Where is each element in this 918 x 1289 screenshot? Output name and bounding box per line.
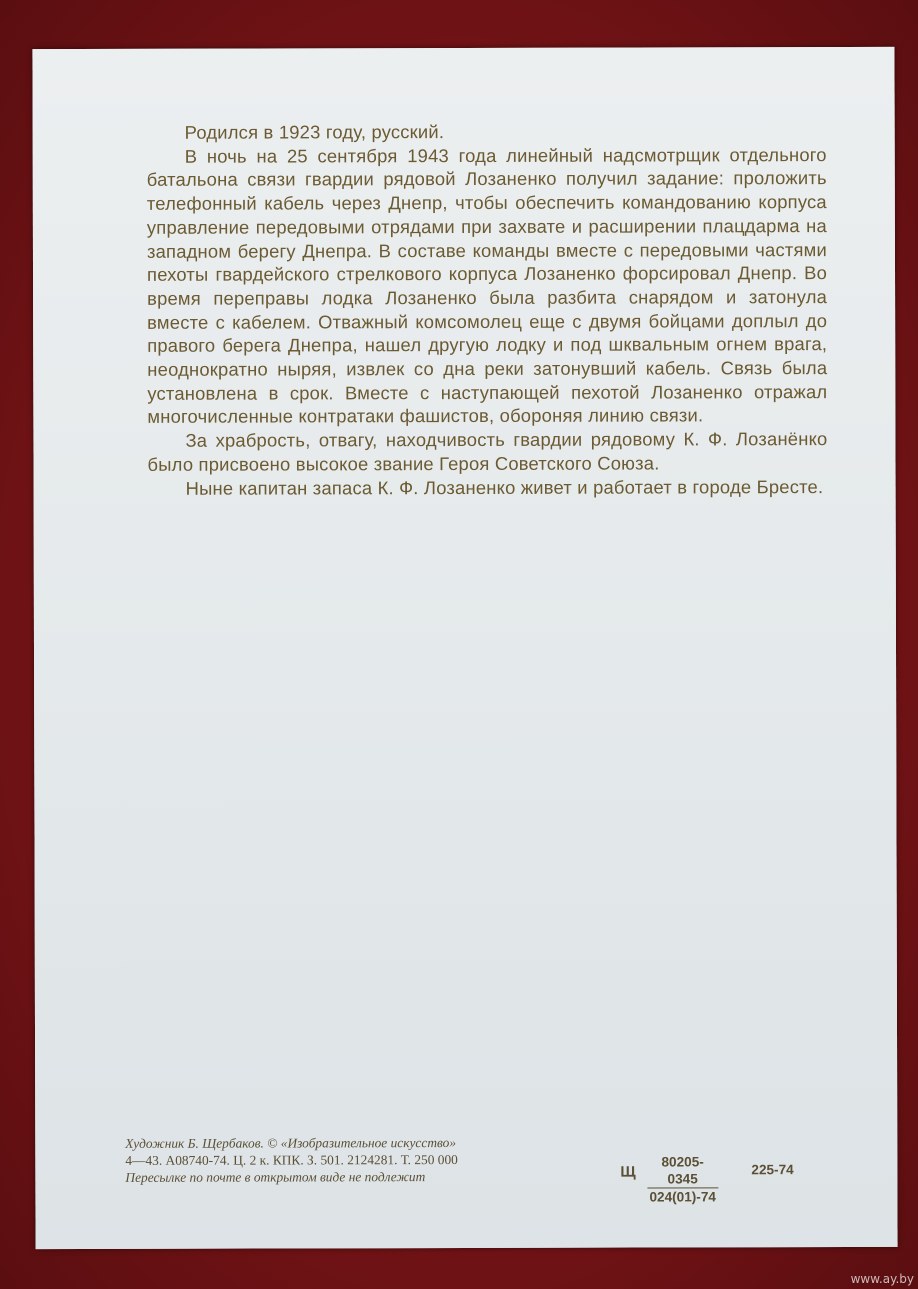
biography-text [147, 119, 828, 500]
index-suffix: 225-74 [751, 1162, 794, 1178]
index-denominator: 024(01)-74 [647, 1187, 718, 1206]
imprint-codes-line: 4—43. А08740-74. Ц. 2 к. КПК. З. 501. 2124281. Т. 250 000 [125, 1152, 458, 1168]
postcard-back [32, 47, 897, 1249]
biography-paragraph-present: Ныне капитан запаса К. Ф. Лозаненко живет и работает в городе Бресте. [185, 475, 824, 499]
biography-paragraph-birth: Родился в 1923 году, русский. [184, 121, 445, 143]
watermark-logo: www.ay.by [850, 1272, 914, 1286]
biography-paragraph-feat: В ночь на 25 сентября 1943 года линейный надсмотрщик отдельного батальона связи гвардии рядовой Лозаненко получил задание: проложить телефонный кабель через Днепр, чтобы обеспечить командованию корпуса управление передовыми отрядами при захвате и расширении плацдарма на западном берегу Днепра. В составе команды вместе с передовыми частями пехоты гвардейского стрелкового корпуса Лозаненко форсировал Днепр. Во время переправы лодка Лозаненко была разбита снарядом и затонула вместе с кабелем. Отважный комсомолец еще с двумя бойцами доплыл до правого берега Днепра, нашел другую лодку и под шквальным огнем врага, неоднократно ныряя, извлек со дна реки затонувший кабель. Связь была установлена в срок. Вместе с наступающей пехотой Лозаненко отражал многочисленные контратаки фашистов, обороняя линию связи. [146, 143, 828, 428]
index-letter: Щ [620, 1163, 636, 1181]
imprint-mail-line: Пересылке по почте в открытом виде не подлежит [125, 1169, 426, 1185]
index-numerator: 80205-0345 [661, 1154, 704, 1187]
index-fraction [647, 1153, 718, 1206]
imprint-block [125, 1134, 458, 1186]
biography-paragraph-award: За храбрость, отвагу, находчивость гвардии рядовому К. Ф. Лозанёнко было присвоено высокое звание Героя Советского Союза. [147, 428, 828, 475]
imprint-artist-line: Художник Б. Щербаков. © «Изобразительное искусство» [125, 1135, 457, 1151]
